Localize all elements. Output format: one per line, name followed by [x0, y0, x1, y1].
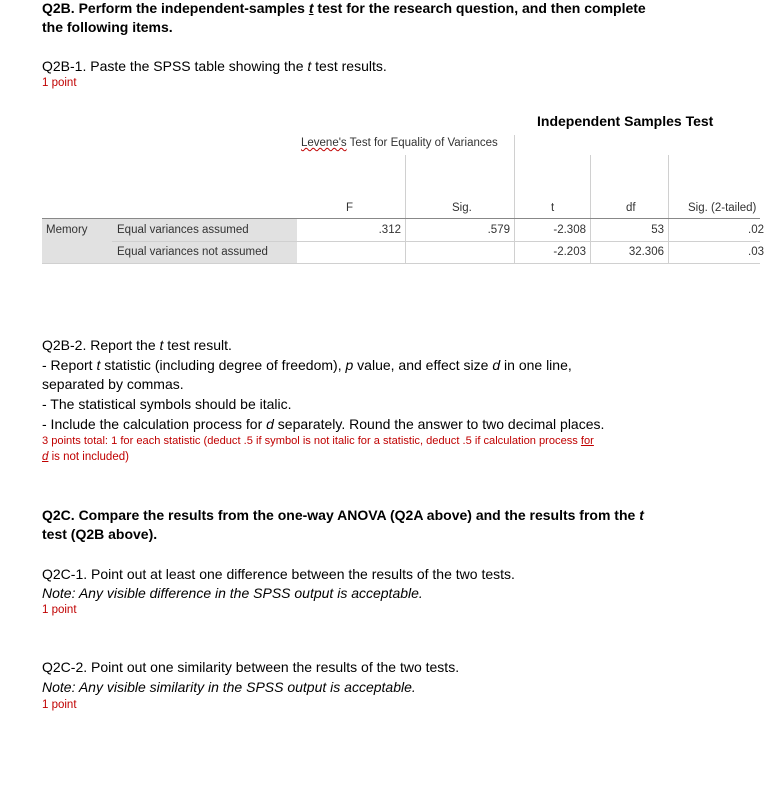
- q2b2-points-link-d: d: [42, 451, 49, 463]
- q2b2-points-line2: [42, 449, 129, 465]
- spss-table-title: Independent Samples Test: [537, 113, 714, 129]
- cell-f: .312: [378, 224, 401, 236]
- q2b-heading-t: t: [308, 0, 314, 16]
- cell-t: -2.203: [553, 246, 586, 258]
- q2c-heading-t: t: [639, 507, 644, 523]
- row-separator: [112, 241, 760, 242]
- q2b2-t: t: [159, 337, 164, 353]
- levene-word: Levene's: [301, 137, 347, 149]
- grid-vline: [514, 135, 515, 263]
- grid-vline: [590, 155, 591, 263]
- q2b2-points-link: for: [580, 435, 594, 447]
- q2c-heading-text: Q2C. Compare the results from the one-way ANOVA (Q2A above) and the results from the: [42, 507, 640, 523]
- q2b2-t: t: [96, 357, 101, 373]
- q2b2-instruction-calculation: [42, 414, 604, 434]
- table-bottom-border: [42, 263, 760, 264]
- q2b2-prompt: [42, 335, 232, 355]
- q2b2-text: separately. Round the answer to two decimal places.: [273, 416, 605, 432]
- q2b2-instruction-separated: separated by commas.: [42, 376, 184, 392]
- q2b2-instruction-italic: - The statistical symbols should be italic.: [42, 396, 292, 412]
- q2c1-prompt: Q2C-1. Point out at least one difference between the results of the two tests.: [42, 566, 515, 582]
- q2b2-text: statistic (including degree of freedom),: [100, 357, 346, 373]
- col-header-sig-2-tailed: Sig. (2-tailed): [688, 202, 757, 214]
- col-header-t: t: [551, 202, 555, 214]
- q2b2-points-text: 3 points total: 1 for each statistic (deduct .5 if symbol is not italic for a statistic, deduct .5 if calculation process: [42, 435, 581, 447]
- q2b2-text: - Report: [42, 357, 97, 373]
- col-header-df: df: [626, 202, 636, 214]
- q2b1-prompt-t: t: [307, 58, 312, 74]
- q2b2-text: value, and effect size: [353, 357, 493, 373]
- q2b2-instruction-report: [42, 355, 572, 375]
- levene-rest: Test for Equality of Variances: [346, 137, 498, 149]
- q2b2-p: p: [345, 357, 354, 373]
- q2c2-prompt: Q2C-2. Point out one similarity between the results of the two tests.: [42, 659, 460, 675]
- q2b2-d: d: [492, 357, 501, 373]
- q2b1-prompt: [42, 56, 387, 76]
- q2c2-note: Note: Any visible similarity in the SPSS output is acceptable.: [42, 679, 416, 695]
- q2b1-prompt-text: Q2B-1. Paste the SPSS table showing the: [42, 58, 308, 74]
- q2b2-text: Q2B-2. Report the: [42, 337, 160, 353]
- q2b1-prompt-post: test results.: [311, 58, 387, 74]
- col-header-sig: Sig.: [452, 202, 472, 214]
- row-label-equal-variances-assumed: Equal variances assumed: [117, 224, 249, 236]
- q2c2-points: 1 point: [42, 699, 77, 711]
- cell-sig-2-tailed: .03: [748, 246, 764, 258]
- q2c1-note: Note: Any visible difference in the SPSS output is acceptable.: [42, 585, 423, 601]
- row-label-equal-variances-not-assumed: Equal variances not assumed: [117, 246, 268, 258]
- q2b2-text: in one line,: [500, 357, 572, 373]
- q2b2-d: d: [266, 416, 274, 432]
- cell-df: 53: [651, 224, 664, 236]
- q2c1-points: 1 point: [42, 604, 77, 616]
- cell-t: -2.308: [553, 224, 586, 236]
- q2b1-points: 1 point: [42, 77, 77, 89]
- q2b-heading: [42, 0, 646, 18]
- q2c-heading-line2: test (Q2B above).: [42, 526, 158, 542]
- row-variable-memory: Memory: [46, 224, 88, 236]
- q2b2-text: test result.: [163, 337, 232, 353]
- q2b-heading-line2: the following items.: [42, 19, 173, 35]
- grid-vline: [405, 155, 406, 263]
- q2b-heading-text-2: test for the research question, and then complete: [313, 0, 646, 16]
- levene-header: [301, 137, 498, 149]
- q2b2-text: - Include the calculation process for: [42, 416, 267, 432]
- cell-sig: .579: [487, 224, 510, 236]
- q2c-heading: [42, 505, 644, 525]
- q2b2-points-text: is not included): [48, 451, 129, 463]
- cell-df: 32.306: [628, 246, 664, 258]
- q2b-heading-text: Q2B. Perform the independent-samples: [42, 0, 309, 16]
- cell-sig-2-tailed: .02: [748, 224, 764, 236]
- col-header-f: F: [346, 202, 354, 214]
- q2b2-points-line1: [42, 433, 594, 449]
- grid-vline: [668, 155, 669, 263]
